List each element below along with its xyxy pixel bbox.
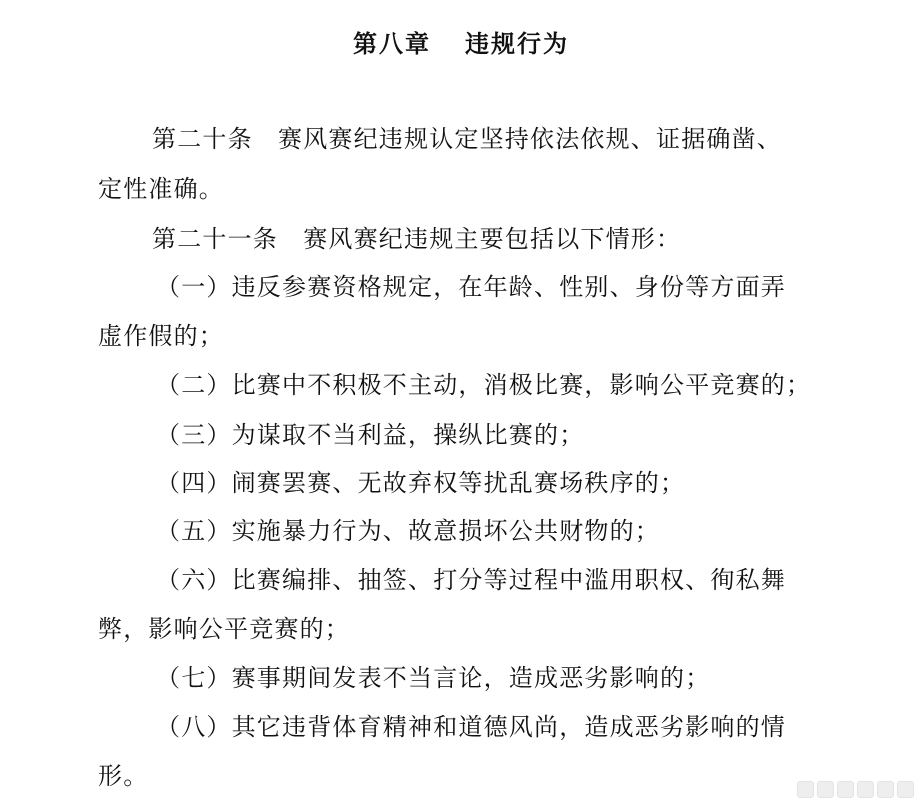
watermark-icon [837,781,854,798]
watermark-icon [877,781,894,798]
item-6-line-2: 弊，影响公平竞赛的； [98,615,350,643]
chapter-heading [0,24,922,59]
watermark [797,781,914,798]
item-8-line-2: 形。 [98,762,149,790]
item-2-line-1: （二）比赛中不积极不主动，消极比赛，影响公平竞赛的； [156,371,812,399]
item-3-line-1: （三）为谋取不当利益，操纵比赛的； [156,421,585,449]
item-8-line-1: （八）其它违背体育精神和道德风尚，造成恶劣影响的情 [156,713,786,741]
article-20-line-2: 定性准确。 [98,175,224,203]
item-5-line-1: （五）实施暴力行为、故意损坏公共财物的； [156,517,660,545]
watermark-icon [897,781,914,798]
chapter-title: 违规行为 [465,30,569,58]
article-21-line-1: 第二十一条 赛风赛纪违规主要包括以下情形： [152,225,682,253]
item-1-line-2: 虚作假的； [98,322,224,350]
watermark-icon [857,781,874,798]
item-6-line-1: （六）比赛编排、抽签、打分等过程中滥用职权、徇私舞 [156,566,786,594]
item-1-line-1: （一）违反参赛资格规定，在年龄、性别、身份等方面弄 [156,273,786,301]
item-7-line-1: （七）赛事期间发表不当言论，造成恶劣影响的； [156,664,711,692]
watermark-icon [817,781,834,798]
article-20-line-1: 第二十条 赛风赛纪违规认定坚持依法依规、证据确凿、 [152,125,782,153]
chapter-number: 第八章 [353,30,431,58]
item-4-line-1: （四）闹赛罢赛、无故弃权等扰乱赛场秩序的； [156,469,686,497]
watermark-icon [797,781,814,798]
